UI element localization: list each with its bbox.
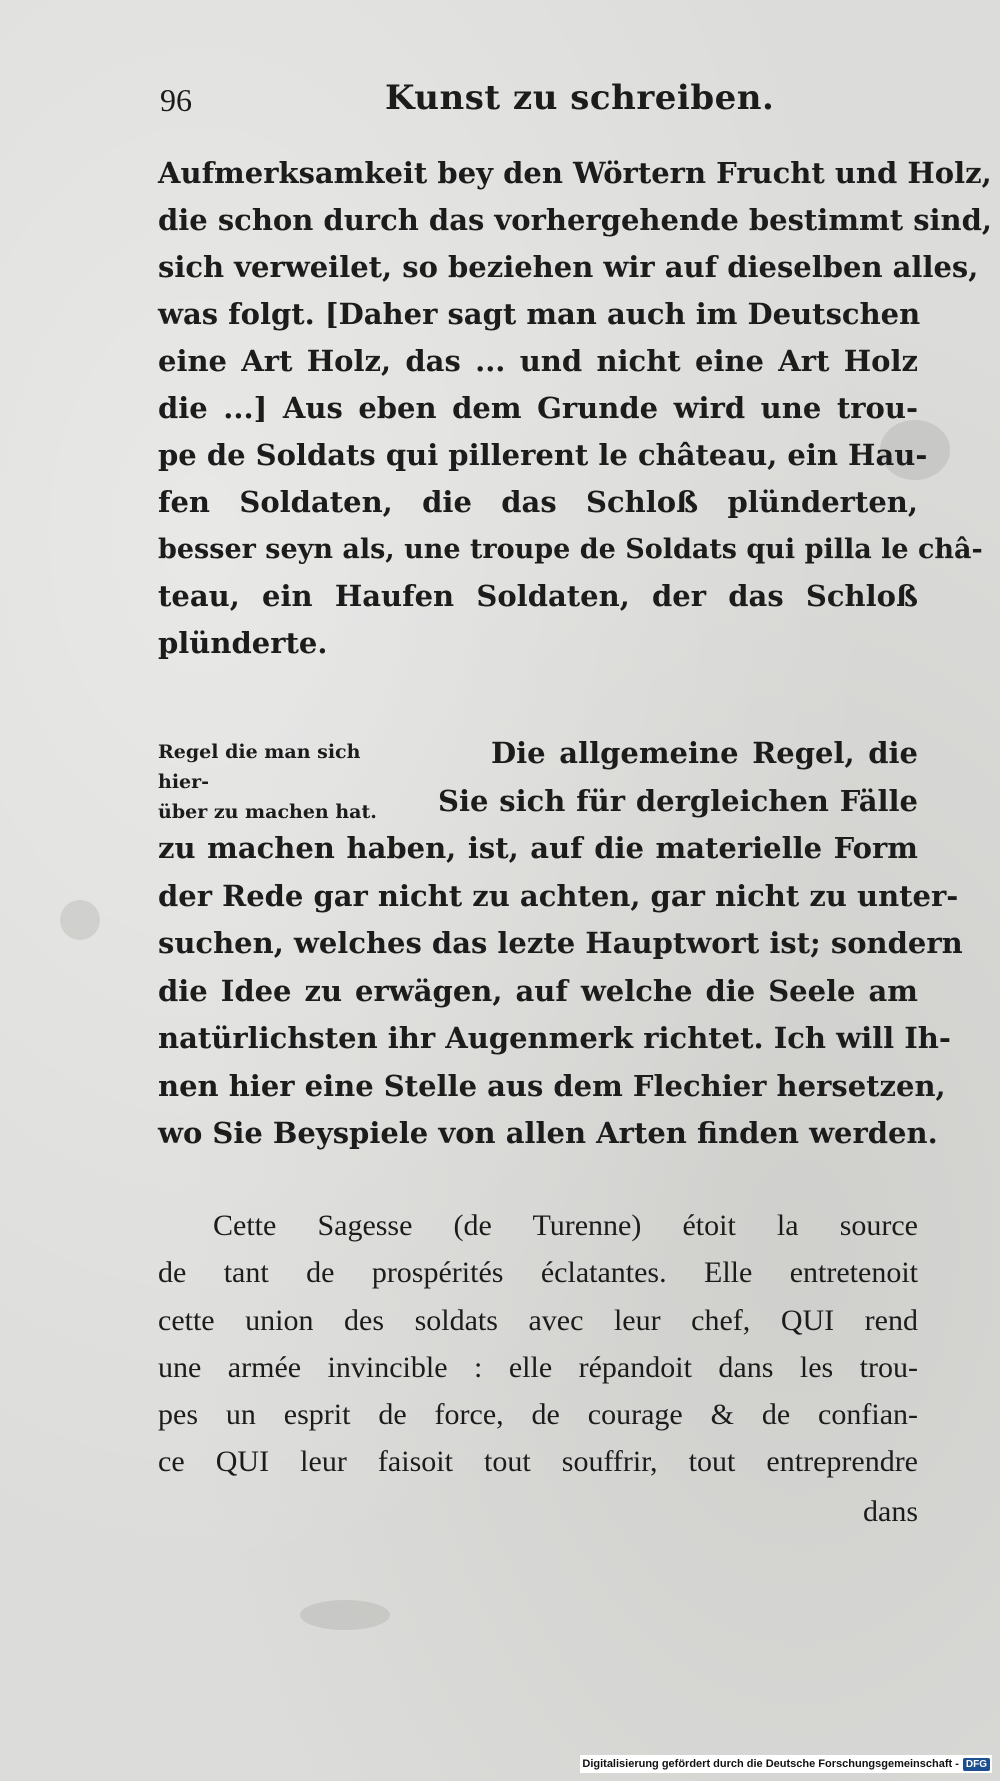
page-header <box>160 78 915 128</box>
text-line: eine Art Holz, das ... und nicht eine Art Holz <box>158 344 918 378</box>
credit-text: Digitalisierung gefördert durch die Deutsche Forschungsgemeinschaft - <box>582 1758 959 1770</box>
running-title: Kunst zu schreiben. <box>385 78 775 118</box>
quote-line: Cette Sagesse (de Turenne) étoit la source <box>213 1209 918 1242</box>
paragraph-2 <box>158 730 963 1158</box>
text-line: fen Soldaten, die das Schloß plünderten, <box>158 485 918 519</box>
text-line: zu machen haben, ist, auf die materielle Form <box>158 831 918 865</box>
french-quotation <box>158 1202 918 1486</box>
marginal-note-line: über zu machen hat. <box>158 801 377 823</box>
quote-line: cette union des soldats avec leur chef, QUI rend <box>158 1303 918 1337</box>
text-line: natürlichsten ihr Augenmerk richtet. Ich will Ih- <box>158 1021 951 1055</box>
dfg-logo: DFG <box>963 1758 990 1771</box>
marginal-note-line: Regel die man sich hier- <box>158 741 361 793</box>
quote-line: de tant de prospérités éclatantes. Elle entretenoit <box>158 1256 918 1290</box>
text-line: Aufmerksamkeit bey den Wörtern Frucht und Holz, <box>158 156 992 190</box>
paragraph-1 <box>158 150 992 667</box>
text-line: teau, ein Haufen Soldaten, der das Schloß <box>158 579 918 613</box>
paper-stain <box>60 900 100 940</box>
quote-line: ce QUI leur faisoit tout souffrir, tout entreprendre <box>158 1445 918 1479</box>
text-line: plünderte. <box>158 626 328 660</box>
text-line: nen hier eine Stelle aus dem Flechier hersetzen, <box>158 1068 946 1103</box>
quote-line: pes un esprit de force, de courage & de confian- <box>158 1398 918 1432</box>
text-line: die ...] Aus eben dem Grunde wird une trou- <box>158 391 918 425</box>
text-line: pe de Soldats qui pillerent le château, ein Hau- <box>158 438 928 472</box>
text-line: was folgt. [Daher sagt man auch im Deutschen <box>158 297 921 331</box>
text-line: suchen, welches das lezte Hauptwort ist; sondern <box>158 926 963 960</box>
text-line: die schon durch das vorhergehende bestimmt sind, <box>158 203 992 237</box>
text-line: Die allgemeine Regel, die <box>491 736 918 770</box>
text-line: der Rede gar nicht zu achten, gar nicht zu unter- <box>158 878 959 913</box>
text-line: Sie sich für dergleichen Fälle <box>438 783 918 818</box>
text-line: die Idee zu erwägen, auf welche die Seele am <box>158 973 918 1008</box>
catchword: dans <box>863 1495 918 1528</box>
paper-stain <box>300 1600 390 1630</box>
page-number: 96 <box>160 82 192 118</box>
quote-line: une armée invincible : elle répandoit dans les trou- <box>158 1350 918 1384</box>
text-line: sich verweilet, so beziehen wir auf dieselben alles, <box>158 250 979 284</box>
digitization-credit <box>580 1755 992 1773</box>
text-line: besser seyn als, une troupe de Soldats qui pilla le châ- <box>158 534 983 565</box>
text-line: wo Sie Beyspiele von allen Arten finden werden. <box>158 1116 938 1150</box>
